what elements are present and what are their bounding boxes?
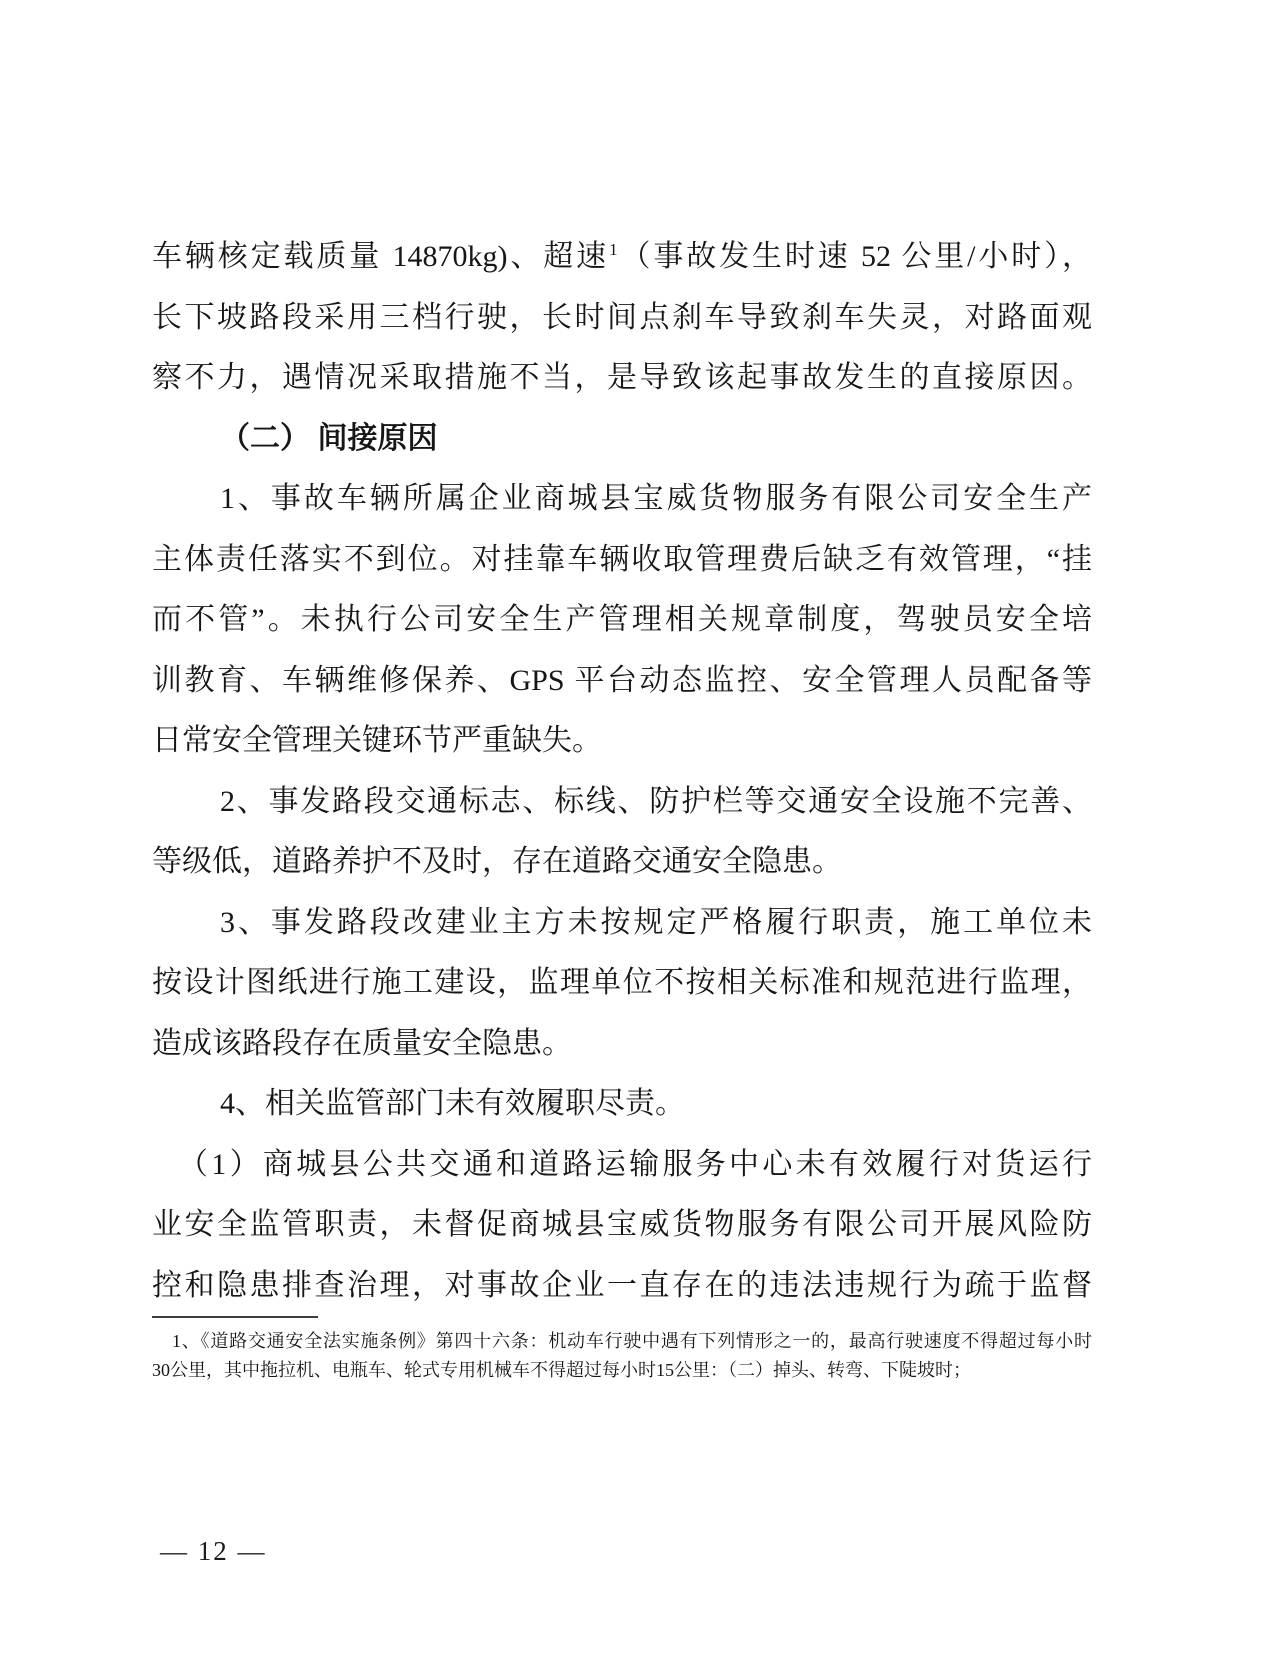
body-text xyxy=(152,227,1092,1316)
footnote-line: 1、《道路交通安全法实施条例》第四十六条：机动车行驶中遇有下列情形之一的，最高行驶速度不得超过每小时 xyxy=(172,1331,1092,1351)
footnote-separator xyxy=(152,1316,318,1318)
text-line: （1）商城县公共交通和道路运输服务中心未有效履行对货运行 xyxy=(178,1147,1092,1181)
text-line: 察不力，遇情况采取措施不当，是导致该起事故发生的直接原因。 xyxy=(152,361,1092,394)
text-line: 按设计图纸进行施工建设，监理单位不按相关标准和规范进行监理， xyxy=(152,966,1092,999)
page-number: — 12 — xyxy=(160,1536,267,1566)
section-heading: （二） 间接原因 xyxy=(220,421,438,455)
text-line: 日常安全管理关键环节严重缺失。 xyxy=(152,724,602,757)
text-line: 控和隐患排查治理，对事故企业一直存在的违法违规行为疏于监督 xyxy=(152,1268,1092,1302)
footnote xyxy=(152,1316,1092,1385)
text-line xyxy=(152,227,1092,288)
text-line: 造成该路段存在质量安全隐患。 xyxy=(152,1026,572,1060)
text-line: 3、事发路段改建业主方未按规定严格履行职责，施工单位未 xyxy=(220,905,1092,939)
text-line: 训教育、车辆维修保养、GPS 平台动态监控、安全管理人员配备等 xyxy=(152,663,1092,697)
text-line: 业安全监管职责，未督促商城县宝威货物服务有限公司开展风险防 xyxy=(152,1208,1092,1241)
footnote-line: 30公里，其中拖拉机、电瓶车、轮式专用机械车不得超过每小时15公里：（二）掉头、转弯、下陡坡时； xyxy=(152,1360,971,1380)
text-line: 2、事发路段交通标志、标线、防护栏等交通安全设施不完善、 xyxy=(220,784,1092,818)
line-text: 车辆核定载质量 14870kg)、超速 xyxy=(152,240,610,273)
text-line: 4、相关监管部门未有效履职尽责。 xyxy=(220,1087,685,1120)
text-line: 而不管”。未执行公司安全生产管理相关规章制度，驾驶员安全培 xyxy=(152,603,1092,636)
footnote-ref-superscript: 1 xyxy=(609,240,618,259)
text-line: 长下坡路段采用三档行驶，长时间点刹车导致刹车失灵，对路面观 xyxy=(152,300,1092,334)
text-line: 等级低，道路养护不及时，存在道路交通安全隐患。 xyxy=(152,845,842,878)
text-line: 1、事故车辆所属企业商城县宝威货物服务有限公司安全生产 xyxy=(220,482,1092,515)
line-text: （事故发生时速 52 公里/小时）， xyxy=(617,240,1092,273)
text-line: 主体责任落实不到位。对挂靠车辆收取管理费后缺乏有效管理，“挂 xyxy=(152,542,1092,576)
